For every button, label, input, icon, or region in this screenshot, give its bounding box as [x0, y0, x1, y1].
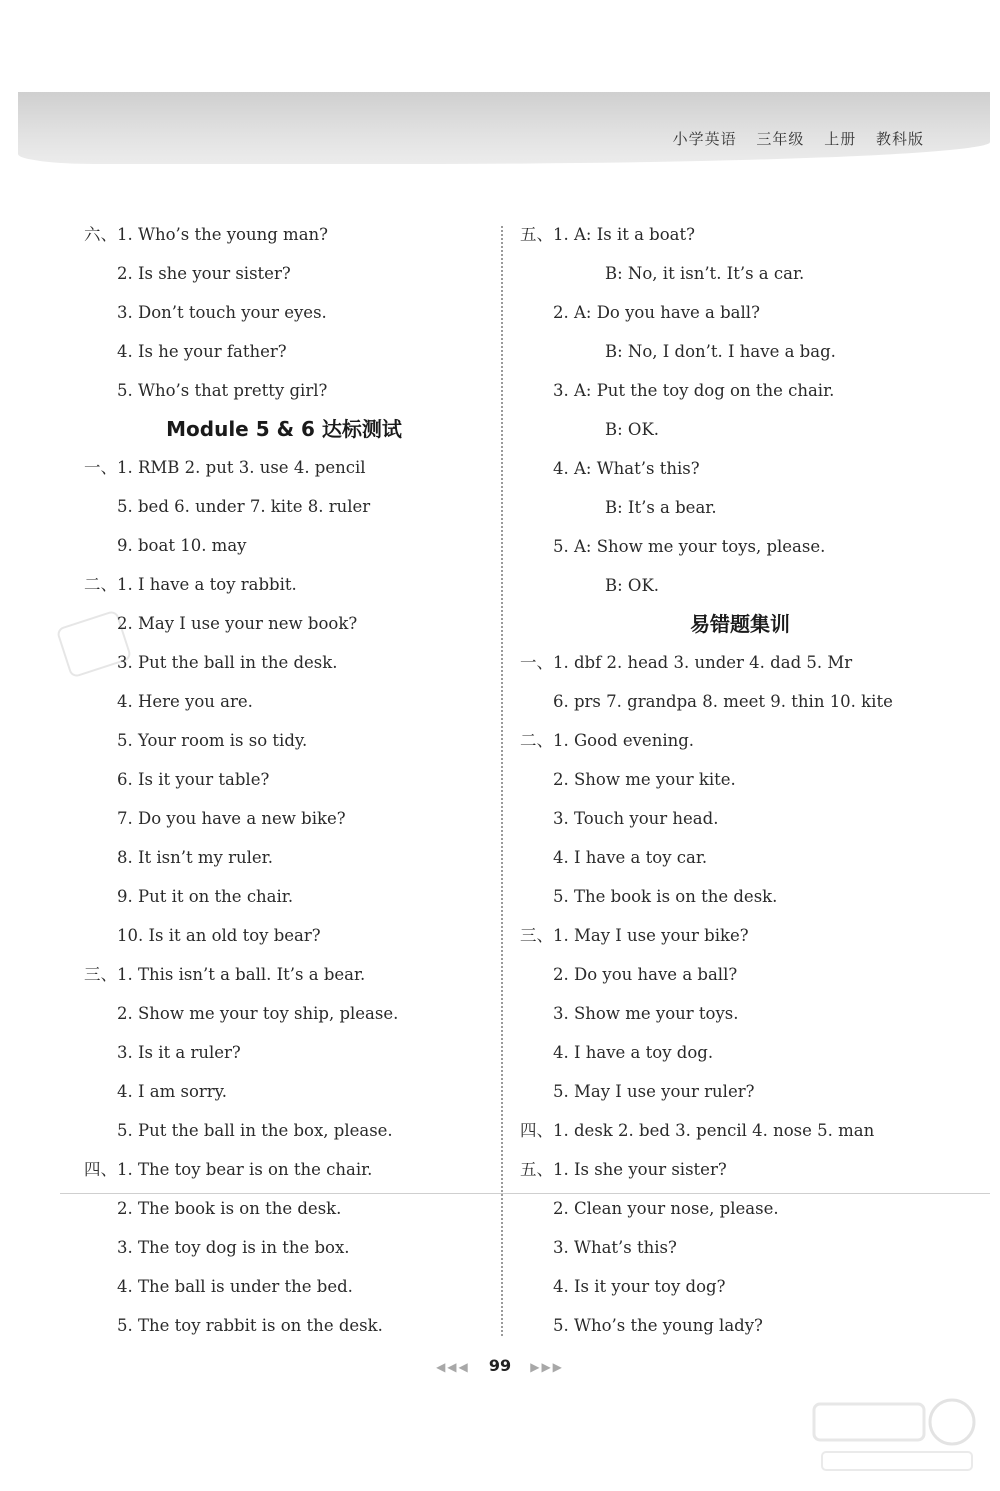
answer-text: 3. Touch your head. — [553, 809, 719, 828]
answer-line — [520, 417, 960, 456]
answer-text: 5. Who’s that pretty girl? — [117, 381, 328, 400]
answer-line — [84, 455, 484, 494]
answer-line — [520, 845, 960, 884]
answer-line — [520, 728, 960, 767]
section-title: Module 5 & 6 达标测试 — [166, 417, 402, 441]
answer-text: 4. I have a toy dog. — [553, 1043, 714, 1062]
answer-text: 3. Is it a ruler? — [117, 1043, 241, 1062]
answer-text: 5. Put the ball in the box, please. — [117, 1121, 393, 1140]
answer-line — [84, 689, 484, 728]
prev-arrows-icon: ◀◀◀ — [436, 1360, 470, 1374]
subject-label: 小学英语 — [672, 130, 737, 148]
question-number: 二、 — [84, 575, 117, 594]
answer-line — [520, 1001, 960, 1040]
answer-text: 5. The book is on the desk. — [553, 887, 778, 906]
question-number: 一、 — [84, 458, 117, 477]
horizontal-rule — [60, 1193, 990, 1194]
answer-text: 6. prs 7. grandpa 8. meet 9. thin 10. kite — [553, 692, 893, 711]
answer-line — [84, 1235, 484, 1274]
answer-line — [520, 1118, 960, 1157]
page-number: 99 — [488, 1356, 512, 1375]
question-number: 三、 — [520, 926, 553, 945]
watermark-logo-icon — [802, 1390, 982, 1480]
answer-line — [520, 339, 960, 378]
question-number: 四、 — [84, 1160, 117, 1179]
answer-line — [520, 1040, 960, 1079]
answer-text: 2. Is she your sister? — [117, 264, 291, 283]
answer-text: 7. Do you have a new bike? — [117, 809, 346, 828]
answer-line — [520, 650, 960, 689]
answer-text: 2. Show me your toy ship, please. — [117, 1004, 399, 1023]
next-arrows-icon: ▶▶▶ — [530, 1360, 564, 1374]
answer-text: 5. Who’s the young lady? — [553, 1316, 763, 1335]
answer-line — [84, 1274, 484, 1313]
right-answer-column — [520, 222, 960, 1352]
edition-label: 教科版 — [875, 130, 924, 148]
answer-line — [84, 728, 484, 767]
question-number: 一、 — [520, 653, 553, 672]
question-number: 五、 — [520, 1160, 553, 1179]
answer-text: 1. dbf 2. head 3. under 4. dad 5. Mr — [553, 653, 853, 672]
answer-text: 4. Is he your father? — [117, 342, 287, 361]
answer-text: B: No, I don’t. I have a bag. — [605, 342, 836, 361]
answer-text: 2. Clean your nose, please. — [553, 1199, 779, 1218]
answer-line — [84, 767, 484, 806]
answer-text: 1. A: Is it a boat? — [553, 225, 695, 244]
answer-line — [520, 1196, 960, 1235]
answer-text: 4. The ball is under the bed. — [117, 1277, 353, 1296]
question-number: 二、 — [520, 731, 553, 750]
question-number: 四、 — [520, 1121, 553, 1140]
answer-line — [520, 300, 960, 339]
answer-text: 5. A: Show me your toys, please. — [553, 537, 826, 556]
answer-text: 1. desk 2. bed 3. pencil 4. nose 5. man — [553, 1121, 875, 1140]
answer-line — [520, 923, 960, 962]
book-info — [659, 128, 924, 149]
answer-line — [84, 923, 484, 962]
question-number: 六、 — [84, 225, 117, 244]
answer-text: 2. Do you have a ball? — [553, 965, 738, 984]
answer-text: B: No, it isn’t. It’s a car. — [605, 264, 805, 283]
answer-line — [520, 767, 960, 806]
answer-line — [84, 494, 484, 533]
answer-line — [520, 534, 960, 573]
answer-text: 4. A: What’s this? — [553, 459, 700, 478]
answer-text: B: It’s a bear. — [605, 498, 717, 517]
answer-line — [84, 845, 484, 884]
left-answer-column — [84, 222, 484, 1352]
answer-text: 9. Put it on the chair. — [117, 887, 294, 906]
answer-text: 2. A: Do you have a ball? — [553, 303, 760, 322]
answer-line — [520, 261, 960, 300]
answer-text: 1. Who’s the young man? — [117, 225, 329, 244]
answer-text: 4. I have a toy car. — [553, 848, 708, 867]
answer-text: 8. It isn’t my ruler. — [117, 848, 273, 867]
answer-text: 9. boat 10. may — [117, 536, 247, 555]
answer-text: 3. The toy dog is in the box. — [117, 1238, 350, 1257]
answer-line — [520, 1274, 960, 1313]
answer-text: 3. What’s this? — [553, 1238, 677, 1257]
answer-text: 2. May I use your new book? — [117, 614, 358, 633]
answer-line — [84, 1079, 484, 1118]
answer-text: 3. Don’t touch your eyes. — [117, 303, 327, 322]
page-footer — [0, 1356, 1000, 1375]
question-number: 三、 — [84, 965, 117, 984]
answer-text: 1. Is she your sister? — [553, 1160, 727, 1179]
answer-text: 2. The book is on the desk. — [117, 1199, 342, 1218]
answer-line — [520, 1079, 960, 1118]
answer-line — [84, 222, 484, 261]
answer-line — [520, 689, 960, 728]
answer-text: 5. The toy rabbit is on the desk. — [117, 1316, 383, 1335]
answer-text: 1. This isn’t a ball. It’s a bear. — [117, 965, 366, 984]
answer-text: 10. Is it an old toy bear? — [117, 926, 321, 945]
answer-text: 4. Is it your toy dog? — [553, 1277, 726, 1296]
answer-line — [520, 884, 960, 923]
answer-line — [520, 1235, 960, 1274]
answer-line — [84, 378, 484, 417]
answer-text: 5. Your room is so tidy. — [117, 731, 308, 750]
answer-text: 1. May I use your bike? — [553, 926, 749, 945]
answer-line — [84, 611, 484, 650]
answer-line — [520, 1313, 960, 1352]
question-number: 五、 — [520, 225, 553, 244]
answer-line — [520, 1157, 960, 1196]
answer-line — [520, 495, 960, 534]
answer-text: 6. Is it your table? — [117, 770, 270, 789]
answer-line — [84, 1040, 484, 1079]
answer-line — [84, 1157, 484, 1196]
answer-text: 3. A: Put the toy dog on the chair. — [553, 381, 835, 400]
answer-line — [84, 339, 484, 378]
answer-text: 3. Put the ball in the desk. — [117, 653, 338, 672]
answer-line — [520, 806, 960, 845]
volume-label: 上册 — [824, 130, 857, 148]
answer-line — [84, 300, 484, 339]
answer-text: 4. Here you are. — [117, 692, 253, 711]
answer-text: 3. Show me your toys. — [553, 1004, 739, 1023]
answer-line — [520, 573, 960, 612]
answer-line — [84, 806, 484, 845]
answer-line — [84, 261, 484, 300]
column-divider — [501, 226, 503, 1336]
answer-line — [84, 884, 484, 923]
section-title: 易错题集训 — [690, 612, 790, 636]
answer-text: 5. bed 6. under 7. kite 8. ruler — [117, 497, 371, 516]
grade-label: 三年级 — [756, 130, 805, 148]
answer-line — [520, 222, 960, 261]
answer-text: 1. Good evening. — [553, 731, 695, 750]
answer-line — [520, 378, 960, 417]
answer-text: B: OK. — [605, 576, 660, 595]
answer-line — [84, 572, 484, 611]
answer-text: 1. The toy bear is on the chair. — [117, 1160, 373, 1179]
answer-line — [84, 962, 484, 1001]
answer-line — [84, 1313, 484, 1352]
answer-text: 2. Show me your kite. — [553, 770, 736, 789]
answer-line — [84, 533, 484, 572]
answer-line — [520, 456, 960, 495]
answer-line — [84, 1196, 484, 1235]
answer-text: B: OK. — [605, 420, 660, 439]
answer-line — [84, 1001, 484, 1040]
answer-text: 1. RMB 2. put 3. use 4. pencil — [117, 458, 366, 477]
answer-line — [84, 650, 484, 689]
answer-line — [84, 1118, 484, 1157]
answer-text: 5. May I use your ruler? — [553, 1082, 755, 1101]
answer-text: 4. I am sorry. — [117, 1082, 228, 1101]
answer-text: 1. I have a toy rabbit. — [117, 575, 297, 594]
answer-line — [520, 962, 960, 1001]
